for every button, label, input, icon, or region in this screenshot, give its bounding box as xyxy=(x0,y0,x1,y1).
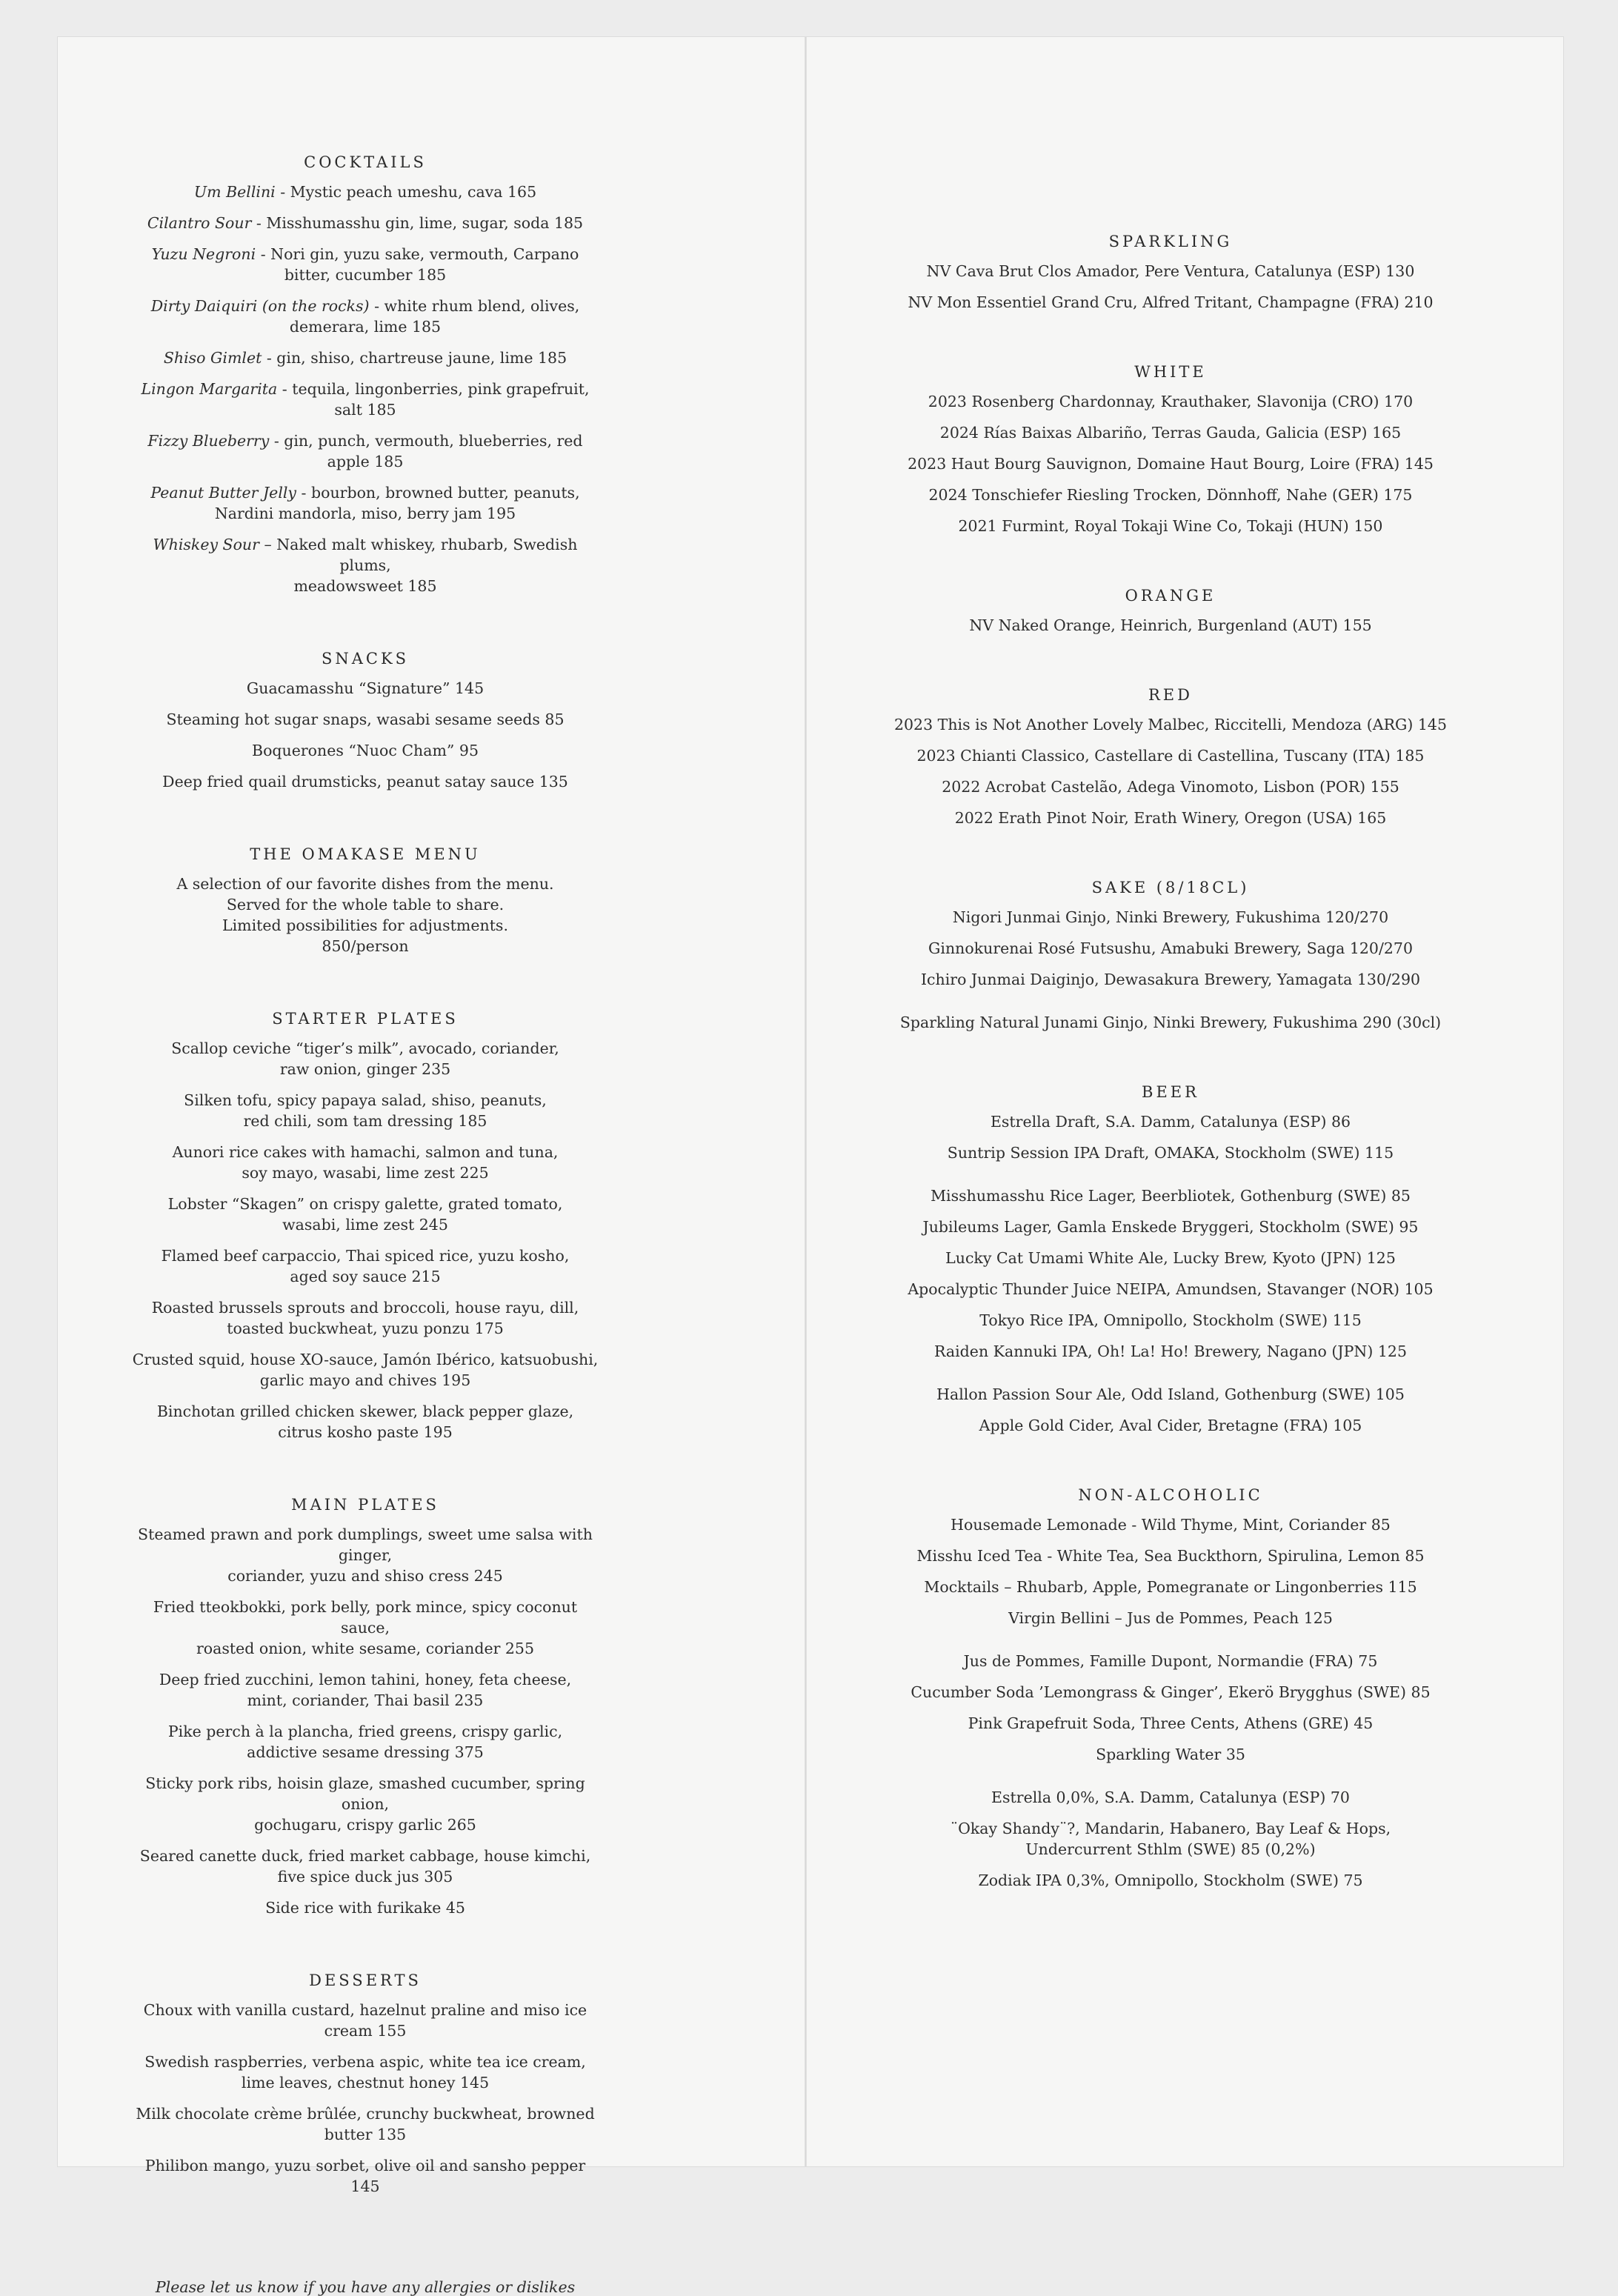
cocktail-name: Yuzu Negroni xyxy=(151,245,256,263)
menu-item: Philibon mango, yuzu sorbet, olive oil and sansho pepper 145 xyxy=(144,2157,586,2195)
cocktails-section xyxy=(132,152,599,596)
beer-item: Misshumasshu Rice Lager, Beerbliotek, Gothenburg (SWE) 85 xyxy=(930,1187,1411,1205)
section-title-starters: STARTER PLATES xyxy=(272,1010,459,1028)
menu-item: Boquerones “Nuoc Cham” 95 xyxy=(252,742,479,759)
menu-item: Aunori rice cakes with hamachi, salmon and tuna, soy mayo, wasabi, lime zest 225 xyxy=(172,1143,559,1182)
menu-item: Roasted brussels sprouts and broccoli, house rayu, dill, toasted buckwheat, yuzu ponzu 175 xyxy=(151,1299,579,1337)
drink-item: Sparkling Water 35 xyxy=(1096,1746,1245,1763)
beer-item: Tokyo Rice IPA, Omnipollo, Stockholm (SWE) 115 xyxy=(979,1311,1362,1329)
menu-item: Pike perch à la plancha, fried greens, crispy garlic, addictive sesame dressing 375 xyxy=(167,1723,563,1761)
menu-item: Sticky pork ribs, hoisin glaze, smashed cucumber, spring onion, gochugaru, crispy garlic 265 xyxy=(145,1774,585,1834)
menu-item: Binchotan grilled chicken skewer, black pepper glaze, citrus kosho paste 195 xyxy=(156,1402,574,1441)
menu-item: Scallop ceviche “tiger’s milk”, avocado, coriander, raw onion, ginger 235 xyxy=(171,1039,559,1078)
section-title-snacks: SNACKS xyxy=(321,650,410,668)
drink-item: Misshu Iced Tea - White Tea, Sea Buckthorn, Spirulina, Lemon 85 xyxy=(916,1547,1425,1565)
allergy-note: Please let us know if you have any allergies or dislikes xyxy=(155,2278,576,2296)
menu-item: Side rice with furikake 45 xyxy=(265,1899,465,1917)
cocktail-desc: - Nori gin, yuzu sake, vermouth, Carpano bitter, cucumber 185 xyxy=(256,245,579,284)
wine-item: 2023 Haut Bourg Sauvignon, Domaine Haut Bourg, Loire (FRA) 145 xyxy=(908,455,1434,473)
cocktail-desc: - Misshumasshu gin, lime, sugar, soda 185 xyxy=(251,214,584,232)
cocktail-item xyxy=(132,182,599,202)
menu-item: Silken tofu, spicy papaya salad, shiso, peanuts, red chili, som tam dressing 185 xyxy=(184,1091,547,1130)
snacks-section xyxy=(132,648,599,792)
beer-item: Apocalyptic Thunder Juice NEIPA, Amundsen, Stavanger (NOR) 105 xyxy=(908,1280,1434,1298)
section-title-sake: SAKE (8/18CL) xyxy=(1091,879,1250,896)
drink-item: Jus de Pommes, Famille Dupont, Normandie (FRA) 75 xyxy=(963,1652,1378,1670)
menu-item: Deep fried quail drumsticks, peanut satay sauce 135 xyxy=(162,773,568,791)
cocktail-name: Peanut Butter Jelly xyxy=(150,484,297,502)
sake-item: Ginnokurenai Rosé Futsushu, Amabuki Brewery, Saga 120/270 xyxy=(928,939,1413,957)
section-title-cocktails: COCKTAILS xyxy=(304,153,427,171)
section-title-red: RED xyxy=(1148,686,1193,704)
menu-item: Crusted squid, house XO-sauce, Jamón Ibérico, katsuobushi, garlic mayo and chives 195 xyxy=(132,1351,599,1389)
wine-item: 2023 Rosenberg Chardonnay, Krauthaker, Slavonija (CRO) 170 xyxy=(928,393,1414,410)
non-alcoholic-section xyxy=(885,1485,1456,1891)
cocktail-name: Whiskey Sour xyxy=(153,536,259,553)
menu-item: Choux with vanilla custard, hazelnut praline and miso ice cream 155 xyxy=(143,2001,587,2040)
wine-item: 2023 Chianti Classico, Castellare di Castellina, Tuscany (ITA) 185 xyxy=(916,747,1425,765)
cocktail-desc: – Naked malt whiskey, rhubarb, Swedish plums, meadowsweet 185 xyxy=(264,536,578,595)
beer-item: Hallon Passion Sour Ale, Odd Island, Gothenburg (SWE) 105 xyxy=(936,1385,1405,1403)
wine-item: NV Cava Brut Clos Amador, Pere Ventura, Catalunya (ESP) 130 xyxy=(926,262,1415,280)
section-title-non-alcoholic: NON-ALCOHOLIC xyxy=(1078,1486,1263,1504)
cocktail-item xyxy=(132,347,599,368)
drink-item: Housemade Lemonade - Wild Thyme, Mint, Coriander 85 xyxy=(951,1516,1391,1534)
section-title-orange: ORANGE xyxy=(1125,587,1216,605)
menu-item: Flamed beef carpaccio, Thai spiced rice, yuzu kosho, aged soy sauce 215 xyxy=(161,1247,570,1285)
cocktail-name: Cilantro Sour xyxy=(147,214,252,232)
sake-item: Nigori Junmai Ginjo, Ninki Brewery, Fukushima 120/270 xyxy=(952,908,1389,926)
cocktail-desc: - gin, shiso, chartreuse jaune, lime 185 xyxy=(262,349,567,367)
beer-item: Estrella Draft, S.A. Damm, Catalunya (ESP) 86 xyxy=(990,1113,1351,1131)
section-title-omakase: THE OMAKASE MENU xyxy=(250,845,481,863)
cocktail-name: Lingon Margarita xyxy=(141,380,278,398)
menu-item: Guacamasshu “Signature” 145 xyxy=(246,679,485,697)
orange-section xyxy=(885,585,1456,636)
desserts-section xyxy=(132,1970,599,2197)
menu-item: Steamed prawn and pork dumplings, sweet ume salsa with ginger, coriander, yuzu and shiso cress 245 xyxy=(138,1525,593,1585)
sake-section xyxy=(885,877,1456,1033)
menu-item: Milk chocolate crème brûlée, crunchy buckwheat, browned butter 135 xyxy=(136,2105,595,2143)
section-title-sparkling: SPARKLING xyxy=(1108,233,1233,250)
wine-item: 2021 Furmint, Royal Tokaji Wine Co, Tokaji (HUN) 150 xyxy=(958,517,1383,535)
cocktail-name: Dirty Daiquiri (on the rocks) xyxy=(150,297,370,315)
red-section xyxy=(885,685,1456,828)
cocktail-name: Shiso Gimlet xyxy=(163,349,262,367)
sparkling-section xyxy=(885,231,1456,313)
menu-item: Fried tteokbokki, pork belly, pork mince, spicy coconut sauce, roasted onion, white sesame, coriander 255 xyxy=(153,1598,578,1657)
section-title-beer: BEER xyxy=(1142,1083,1199,1101)
beer-section xyxy=(885,1082,1456,1436)
drink-item: Cucumber Soda ’Lemongrass & Ginger’, Ekerö Brygghus (SWE) 85 xyxy=(910,1683,1431,1701)
section-title-white: WHITE xyxy=(1134,363,1207,381)
beer-item: Suntrip Session IPA Draft, OMAKA, Stockholm (SWE) 115 xyxy=(947,1144,1394,1162)
drink-item: Zodiak IPA 0,3%, Omnipollo, Stockholm (SWE) 75 xyxy=(978,1871,1363,1889)
cocktail-desc: - white rhum blend, olives, demerara, lime 185 xyxy=(289,297,580,336)
menu-item: Swedish raspberries, verbena aspic, white tea ice cream, lime leaves, chestnut honey 145 xyxy=(144,2053,586,2092)
mains-section xyxy=(132,1494,599,1918)
omakase-section xyxy=(132,844,599,956)
drink-item: Pink Grapefruit Soda, Three Cents, Athens (GRE) 45 xyxy=(968,1714,1374,1732)
wine-item: NV Mon Essentiel Grand Cru, Alfred Tritant, Champagne (FRA) 210 xyxy=(908,293,1434,311)
menu-item: Steaming hot sugar snaps, wasabi sesame seeds 85 xyxy=(166,711,565,728)
section-title-mains: MAIN PLATES xyxy=(291,1496,439,1514)
cocktail-item xyxy=(132,534,599,596)
wine-item: 2022 Acrobat Castelão, Adega Vinomoto, Lisbon (POR) 155 xyxy=(942,778,1399,796)
menu-item: Lobster “Skagen” on crispy galette, grated tomato, wasabi, lime zest 245 xyxy=(167,1195,563,1234)
cocktail-item xyxy=(132,244,599,285)
cocktail-desc: - bourbon, browned butter, peanuts, Nardini mandorla, miso, berry jam 195 xyxy=(214,484,580,522)
drink-item: Estrella 0,0%, S.A. Damm, Catalunya (ESP) 70 xyxy=(991,1788,1350,1806)
drinks-column xyxy=(885,231,1456,1901)
cocktail-name: Um Bellini xyxy=(193,183,276,201)
cocktail-item xyxy=(132,482,599,524)
wine-item: 2023 This is Not Another Lovely Malbec, Riccitelli, Mendoza (ARG) 145 xyxy=(893,716,1448,733)
cocktail-item xyxy=(132,430,599,472)
cocktail-item xyxy=(132,213,599,233)
cocktail-item xyxy=(132,379,599,420)
beer-item: Raiden Kannuki IPA, Oh! La! Ho! Brewery, Nagano (JPN) 125 xyxy=(934,1342,1407,1360)
drink-item: ¨Okay Shandy¨?, Mandarin, Habanero, Bay Leaf & Hops, Undercurrent Sthlm (SWE) 85 (0,2%) xyxy=(950,1820,1391,1858)
drink-item: Mocktails – Rhubarb, Apple, Pomegranate or Lingonberries 115 xyxy=(924,1578,1417,1596)
cocktail-desc: - tequila, lingonberries, pink grapefruit, salt 185 xyxy=(277,380,590,419)
menu-item: Seared canette duck, fried market cabbage, house kimchi, five spice duck jus 305 xyxy=(139,1847,591,1886)
beer-item: Jubileums Lager, Gamla Enskede Bryggeri, Stockholm (SWE) 95 xyxy=(922,1218,1419,1236)
menu-item: Deep fried zucchini, lemon tahini, honey, feta cheese, mint, coriander, Thai basil 235 xyxy=(159,1671,572,1709)
cocktail-desc: - gin, punch, vermouth, blueberries, red apple 185 xyxy=(269,432,583,470)
beer-item: Lucky Cat Umami White Ale, Lucky Brew, Kyoto (JPN) 125 xyxy=(945,1249,1396,1267)
wine-item: NV Naked Orange, Heinrich, Burgenland (AUT) 155 xyxy=(969,616,1372,634)
cocktail-name: Fizzy Blueberry xyxy=(147,432,270,450)
cocktail-desc: - Mystic peach umeshu, cava 165 xyxy=(275,183,537,201)
page-fold xyxy=(805,37,807,2166)
food-column xyxy=(132,152,599,2296)
sake-item: Ichiro Junmai Daiginjo, Dewasakura Brewery, Yamagata 130/290 xyxy=(920,971,1421,988)
wine-item: 2022 Erath Pinot Noir, Erath Winery, Oregon (USA) 165 xyxy=(954,809,1387,827)
section-title-desserts: DESSERTS xyxy=(309,1971,422,1989)
sake-item: Sparkling Natural Junami Ginjo, Ninki Brewery, Fukushima 290 (30cl) xyxy=(899,1014,1442,1031)
wine-item: 2024 Tonschiefer Riesling Trocken, Dönnhoff, Nahe (GER) 175 xyxy=(928,486,1413,504)
omakase-description: A selection of our favorite dishes from the menu. Served for the whole table to share. Limited possibilities for adjustments. 850/person xyxy=(176,875,554,955)
beer-item: Apple Gold Cider, Aval Cider, Bretagne (FRA) 105 xyxy=(979,1417,1362,1434)
drink-item: Virgin Bellini – Jus de Pommes, Peach 125 xyxy=(1008,1609,1333,1627)
cocktail-item xyxy=(132,296,599,337)
white-section xyxy=(885,362,1456,536)
starters-section xyxy=(132,1008,599,1443)
wine-item: 2024 Rías Baixas Albariño, Terras Gauda, Galicia (ESP) 165 xyxy=(939,424,1402,442)
